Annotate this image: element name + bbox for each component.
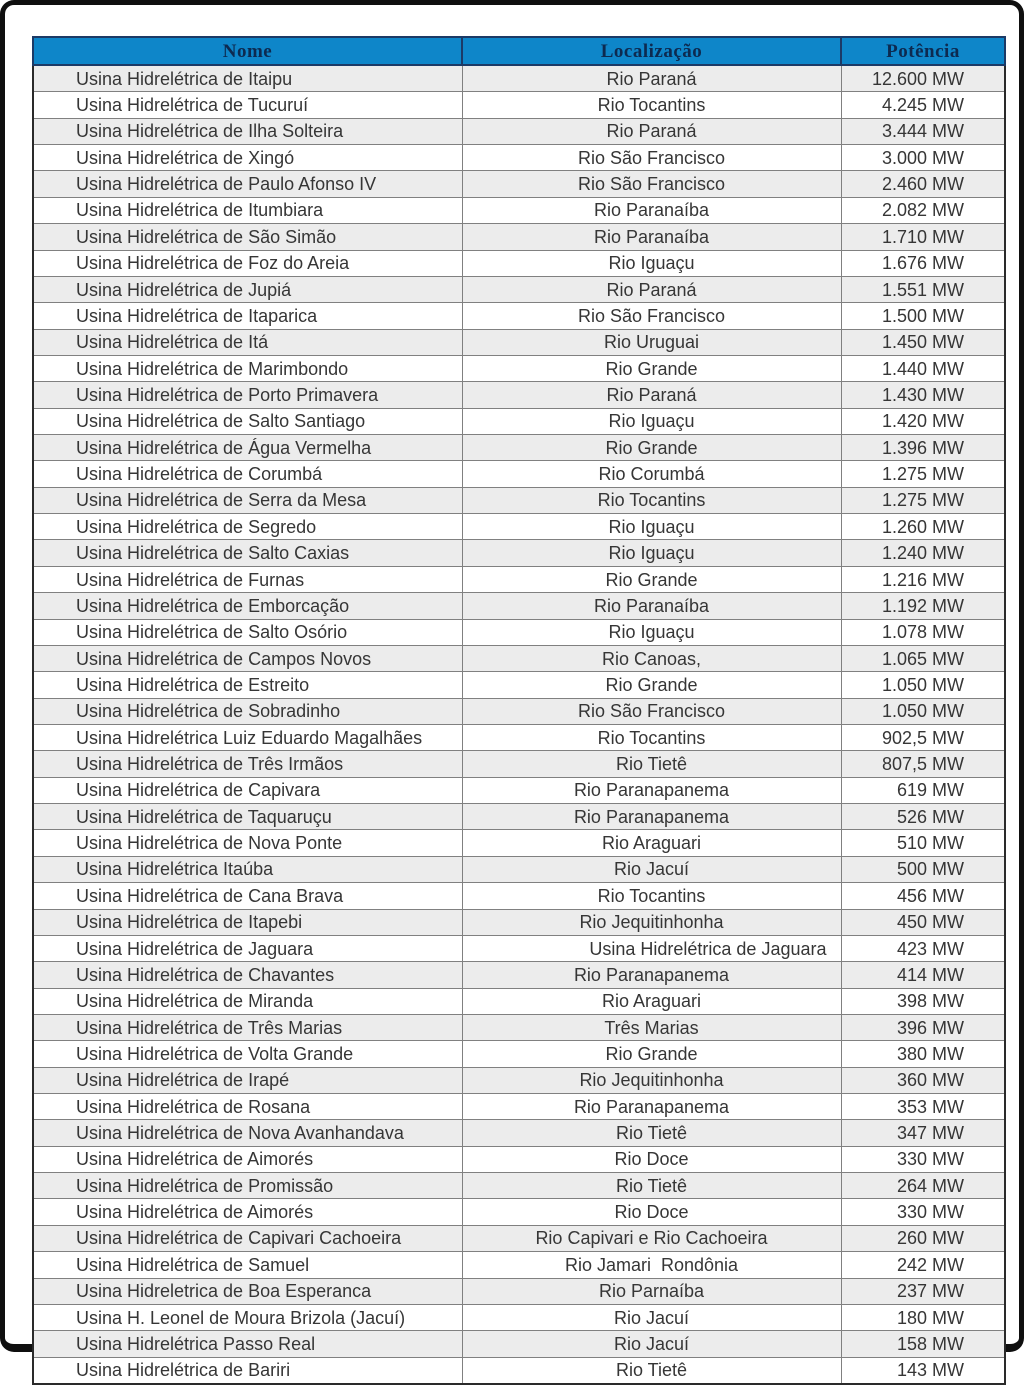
cell-potencia: 3.000 MW xyxy=(841,145,1005,171)
cell-localizacao: Rio Paranaíba xyxy=(462,593,841,619)
cell-localizacao: Rio Paraná xyxy=(462,118,841,144)
table-row xyxy=(33,224,1005,250)
cell-localizacao: Rio São Francisco xyxy=(462,171,841,197)
cell-potencia: 1.500 MW xyxy=(841,303,1005,329)
table-row xyxy=(33,435,1005,461)
cell-nome: Usina Hidrelétrica de Capivari Cachoeira xyxy=(33,1225,462,1251)
cell-localizacao: Rio Tietê xyxy=(462,1357,841,1384)
table-row xyxy=(33,1252,1005,1278)
cell-localizacao: Rio Iguaçu xyxy=(462,250,841,276)
cell-nome: Usina Hidrelétrica de Itumbiara xyxy=(33,197,462,223)
cell-potencia: 1.396 MW xyxy=(841,435,1005,461)
cell-nome: Usina Hidrelétrica de Três Marias xyxy=(33,1014,462,1040)
cell-potencia: 1.240 MW xyxy=(841,540,1005,566)
cell-nome: Usina Hidrelétrica Itaúba xyxy=(33,856,462,882)
cell-nome: Usina Hidrelétrica de Salto Caxias xyxy=(33,540,462,566)
cell-potencia: 1.551 MW xyxy=(841,276,1005,302)
cell-localizacao: Rio Paraná xyxy=(462,65,841,92)
cell-nome: Usina Hidrelétrica de Promissão xyxy=(33,1173,462,1199)
table-row xyxy=(33,988,1005,1014)
table-row xyxy=(33,566,1005,592)
cell-localizacao: Rio Paranapanema xyxy=(462,1094,841,1120)
cell-localizacao: Rio Tietê xyxy=(462,1173,841,1199)
cell-localizacao: Rio Tocantins xyxy=(462,724,841,750)
cell-potencia: 353 MW xyxy=(841,1094,1005,1120)
cell-nome: Usina Hidrelétrica de Chavantes xyxy=(33,962,462,988)
cell-nome: Usina Hidrelétrica de Paulo Afonso IV xyxy=(33,171,462,197)
cell-potencia: 1.450 MW xyxy=(841,329,1005,355)
cell-localizacao: Rio Capivari e Rio Cachoeira xyxy=(462,1225,841,1251)
cell-localizacao: Rio Iguaçu xyxy=(462,514,841,540)
cell-potencia: 1.192 MW xyxy=(841,593,1005,619)
cell-potencia: 260 MW xyxy=(841,1225,1005,1251)
cell-potencia: 360 MW xyxy=(841,1067,1005,1093)
table-row xyxy=(33,1357,1005,1384)
cell-nome: Usina Hidrelétrica de Samuel xyxy=(33,1252,462,1278)
cell-potencia: 1.430 MW xyxy=(841,382,1005,408)
cell-nome: Usina Hidrelétrica Passo Real xyxy=(33,1331,462,1357)
cell-localizacao: Rio Parnaíba xyxy=(462,1278,841,1304)
table-row xyxy=(33,1146,1005,1172)
table-row xyxy=(33,1094,1005,1120)
cell-localizacao: Rio Doce xyxy=(462,1199,841,1225)
cell-potencia: 1.065 MW xyxy=(841,645,1005,671)
table-row xyxy=(33,65,1005,92)
cell-localizacao: Rio Paraná xyxy=(462,382,841,408)
cell-potencia: 242 MW xyxy=(841,1252,1005,1278)
cell-nome: Usina Hidrelétrica de Itaipu xyxy=(33,65,462,92)
cell-localizacao: Rio Jacuí xyxy=(462,856,841,882)
table-row xyxy=(33,751,1005,777)
table-row xyxy=(33,355,1005,381)
cell-nome: Usina Hidrelétrica de Salto Osório xyxy=(33,619,462,645)
table-row xyxy=(33,303,1005,329)
cell-nome: Usina Hidrelétrica de Cana Brava xyxy=(33,883,462,909)
table-row xyxy=(33,92,1005,118)
column-header-potencia: Potência xyxy=(841,37,1005,65)
cell-nome: Usina H. Leonel de Moura Brizola (Jacuí) xyxy=(33,1304,462,1330)
table-row xyxy=(33,645,1005,671)
table-row xyxy=(33,909,1005,935)
cell-potencia: 237 MW xyxy=(841,1278,1005,1304)
table-row xyxy=(33,540,1005,566)
table-row xyxy=(33,724,1005,750)
cell-localizacao: Rio Grande xyxy=(462,355,841,381)
cell-nome: Usina Hidrelétrica de Irapé xyxy=(33,1067,462,1093)
cell-localizacao: Rio Tietê xyxy=(462,751,841,777)
table-row xyxy=(33,962,1005,988)
table-row xyxy=(33,830,1005,856)
cell-localizacao: Rio Jequitinhonha xyxy=(462,1067,841,1093)
table-row xyxy=(33,145,1005,171)
cell-nome: Usina Hidrelétrica de Itá xyxy=(33,329,462,355)
cell-nome: Usina Hidrelétrica de Segredo xyxy=(33,514,462,540)
cell-nome: Usina Hidrelétrica de Xingó xyxy=(33,145,462,171)
table-row xyxy=(33,408,1005,434)
column-header-nome: Nome xyxy=(33,37,462,65)
cell-localizacao: Rio Grande xyxy=(462,1041,841,1067)
cell-localizacao: Rio Canoas, xyxy=(462,645,841,671)
cell-nome: Usina Hidrelétrica de Jupiá xyxy=(33,276,462,302)
cell-nome: Usina Hidrelétrica de Rosana xyxy=(33,1094,462,1120)
cell-nome: Usina Hidrelétrica de Aimorés xyxy=(33,1199,462,1225)
table-row xyxy=(33,1199,1005,1225)
table-row xyxy=(33,856,1005,882)
table-row xyxy=(33,935,1005,961)
cell-nome: Usina Hidrelétrica de Nova Avanhandava xyxy=(33,1120,462,1146)
cell-potencia: 347 MW xyxy=(841,1120,1005,1146)
table-body xyxy=(33,65,1005,1384)
cell-potencia: 414 MW xyxy=(841,962,1005,988)
cell-nome: Usina Hidrelétrica de São Simão xyxy=(33,224,462,250)
table-row xyxy=(33,777,1005,803)
cell-potencia: 264 MW xyxy=(841,1173,1005,1199)
table-row xyxy=(33,1278,1005,1304)
cell-localizacao: Rio Grande xyxy=(462,566,841,592)
cell-localizacao: Rio Paraná xyxy=(462,276,841,302)
cell-potencia: 1.676 MW xyxy=(841,250,1005,276)
cell-potencia: 456 MW xyxy=(841,883,1005,909)
table-row xyxy=(33,883,1005,909)
table-row xyxy=(33,171,1005,197)
cell-localizacao: Rio São Francisco xyxy=(462,145,841,171)
cell-potencia: 398 MW xyxy=(841,988,1005,1014)
cell-potencia: 1.440 MW xyxy=(841,355,1005,381)
cell-potencia: 1.275 MW xyxy=(841,487,1005,513)
cell-localizacao: Rio Uruguai xyxy=(462,329,841,355)
cell-nome: Usina Hidrelétrica de Tucuruí xyxy=(33,92,462,118)
table-row xyxy=(33,514,1005,540)
cell-localizacao: Rio Jequitinhonha xyxy=(462,909,841,935)
cell-nome: Usina Hidrelétrica de Aimorés xyxy=(33,1146,462,1172)
cell-potencia: 807,5 MW xyxy=(841,751,1005,777)
cell-potencia: 1.078 MW xyxy=(841,619,1005,645)
cell-potencia: 396 MW xyxy=(841,1014,1005,1040)
cell-nome: Usina Hidrelétrica Luiz Eduardo Magalhães xyxy=(33,724,462,750)
cell-localizacao: Rio Paranapanema xyxy=(462,962,841,988)
cell-localizacao: Rio Araguari xyxy=(462,830,841,856)
cell-localizacao: Rio Tocantins xyxy=(462,487,841,513)
cell-localizacao: Rio Iguaçu xyxy=(462,540,841,566)
table-row xyxy=(33,1304,1005,1330)
cell-potencia: 2.460 MW xyxy=(841,171,1005,197)
cell-localizacao: Rio São Francisco xyxy=(462,698,841,724)
cell-localizacao: Usina Hidrelétrica de Jaguara xyxy=(462,935,841,961)
cell-potencia: 1.216 MW xyxy=(841,566,1005,592)
cell-nome: Usina Hidrelétrica de Sobradinho xyxy=(33,698,462,724)
cell-potencia: 450 MW xyxy=(841,909,1005,935)
cell-nome: Usina Hidrelétrica de Estreito xyxy=(33,672,462,698)
cell-localizacao: Rio Jacuí xyxy=(462,1304,841,1330)
hydro-plants-table xyxy=(32,36,1006,1385)
cell-localizacao: Rio Iguaçu xyxy=(462,408,841,434)
cell-potencia: 3.444 MW xyxy=(841,118,1005,144)
cell-localizacao: Rio São Francisco xyxy=(462,303,841,329)
cell-nome: Usina Hidrelétrica de Taquaruçu xyxy=(33,804,462,830)
cell-nome: Usina Hidrelétrica de Corumbá xyxy=(33,461,462,487)
cell-potencia: 158 MW xyxy=(841,1331,1005,1357)
table-row xyxy=(33,487,1005,513)
cell-localizacao: Rio Paranaíba xyxy=(462,197,841,223)
cell-potencia: 902,5 MW xyxy=(841,724,1005,750)
cell-nome: Usina Hidrelétrica de Salto Santiago xyxy=(33,408,462,434)
cell-localizacao: Rio Tietê xyxy=(462,1120,841,1146)
table-row xyxy=(33,1014,1005,1040)
cell-nome: Usina Hidrelétrica de Furnas xyxy=(33,566,462,592)
table-row xyxy=(33,1041,1005,1067)
table-row xyxy=(33,382,1005,408)
cell-localizacao: Rio Tocantins xyxy=(462,92,841,118)
cell-nome: Usina Hidrelétrica de Marimbondo xyxy=(33,355,462,381)
cell-nome: Usina Hidreletrica de Boa Esperanca xyxy=(33,1278,462,1304)
cell-localizacao: Rio Paranapanema xyxy=(462,777,841,803)
cell-nome: Usina Hidrelétrica de Emborcação xyxy=(33,593,462,619)
cell-nome: Usina Hidrelétrica de Volta Grande xyxy=(33,1041,462,1067)
cell-localizacao: Rio Araguari xyxy=(462,988,841,1014)
cell-localizacao: Rio Tocantins xyxy=(462,883,841,909)
cell-potencia: 143 MW xyxy=(841,1357,1005,1384)
table-row xyxy=(33,804,1005,830)
table-row xyxy=(33,118,1005,144)
cell-potencia: 1.275 MW xyxy=(841,461,1005,487)
cell-potencia: 1.710 MW xyxy=(841,224,1005,250)
table-row xyxy=(33,672,1005,698)
cell-potencia: 423 MW xyxy=(841,935,1005,961)
cell-nome: Usina Hidrelétrica de Itaparica xyxy=(33,303,462,329)
cell-localizacao: Rio Paranapanema xyxy=(462,804,841,830)
cell-localizacao: Rio Corumbá xyxy=(462,461,841,487)
table-row xyxy=(33,1225,1005,1251)
cell-localizacao: Rio Doce xyxy=(462,1146,841,1172)
cell-nome: Usina Hidrelétrica de Miranda xyxy=(33,988,462,1014)
cell-nome: Usina Hidrelétrica de Ilha Solteira xyxy=(33,118,462,144)
table-row xyxy=(33,593,1005,619)
cell-localizacao: Rio Grande xyxy=(462,435,841,461)
cell-nome: Usina Hidrelétrica de Três Irmãos xyxy=(33,751,462,777)
cell-potencia: 330 MW xyxy=(841,1146,1005,1172)
cell-potencia: 510 MW xyxy=(841,830,1005,856)
table-row xyxy=(33,1120,1005,1146)
table-row xyxy=(33,1067,1005,1093)
cell-potencia: 2.082 MW xyxy=(841,197,1005,223)
column-header-localizacao: Localização xyxy=(462,37,841,65)
cell-nome: Usina Hidrelétrica de Bariri xyxy=(33,1357,462,1384)
table-row xyxy=(33,276,1005,302)
cell-nome: Usina Hidrelétrica de Capivara xyxy=(33,777,462,803)
cell-potencia: 619 MW xyxy=(841,777,1005,803)
cell-localizacao: Rio Iguaçu xyxy=(462,619,841,645)
cell-nome: Usina Hidrelétrica de Porto Primavera xyxy=(33,382,462,408)
cell-nome: Usina Hidrelétrica de Água Vermelha xyxy=(33,435,462,461)
cell-potencia: 1.050 MW xyxy=(841,698,1005,724)
cell-nome: Usina Hidrelétrica de Foz do Areia xyxy=(33,250,462,276)
cell-nome: Usina Hidrelétrica de Nova Ponte xyxy=(33,830,462,856)
table-row xyxy=(33,250,1005,276)
cell-potencia: 12.600 MW xyxy=(841,65,1005,92)
table-row xyxy=(33,329,1005,355)
cell-localizacao: Rio Jamari Rondônia xyxy=(462,1252,841,1278)
cell-nome: Usina Hidrelétrica de Itapebi xyxy=(33,909,462,935)
table-row xyxy=(33,1173,1005,1199)
cell-potencia: 1.420 MW xyxy=(841,408,1005,434)
cell-potencia: 180 MW xyxy=(841,1304,1005,1330)
cell-localizacao: Rio Paranaíba xyxy=(462,224,841,250)
header-row xyxy=(33,37,1005,65)
table-row xyxy=(33,197,1005,223)
cell-potencia: 500 MW xyxy=(841,856,1005,882)
cell-localizacao: Rio Grande xyxy=(462,672,841,698)
cell-potencia: 526 MW xyxy=(841,804,1005,830)
cell-potencia: 4.245 MW xyxy=(841,92,1005,118)
cell-nome: Usina Hidrelétrica de Campos Novos xyxy=(33,645,462,671)
table-row xyxy=(33,461,1005,487)
cell-potencia: 1.260 MW xyxy=(841,514,1005,540)
cell-nome: Usina Hidrelétrica de Serra da Mesa xyxy=(33,487,462,513)
cell-nome: Usina Hidrelétrica de Jaguara xyxy=(33,935,462,961)
cell-localizacao: Rio Jacuí xyxy=(462,1331,841,1357)
table-row xyxy=(33,698,1005,724)
cell-potencia: 1.050 MW xyxy=(841,672,1005,698)
cell-potencia: 330 MW xyxy=(841,1199,1005,1225)
cell-localizacao: Três Marias xyxy=(462,1014,841,1040)
cell-potencia: 380 MW xyxy=(841,1041,1005,1067)
table-row xyxy=(33,1331,1005,1357)
table-row xyxy=(33,619,1005,645)
